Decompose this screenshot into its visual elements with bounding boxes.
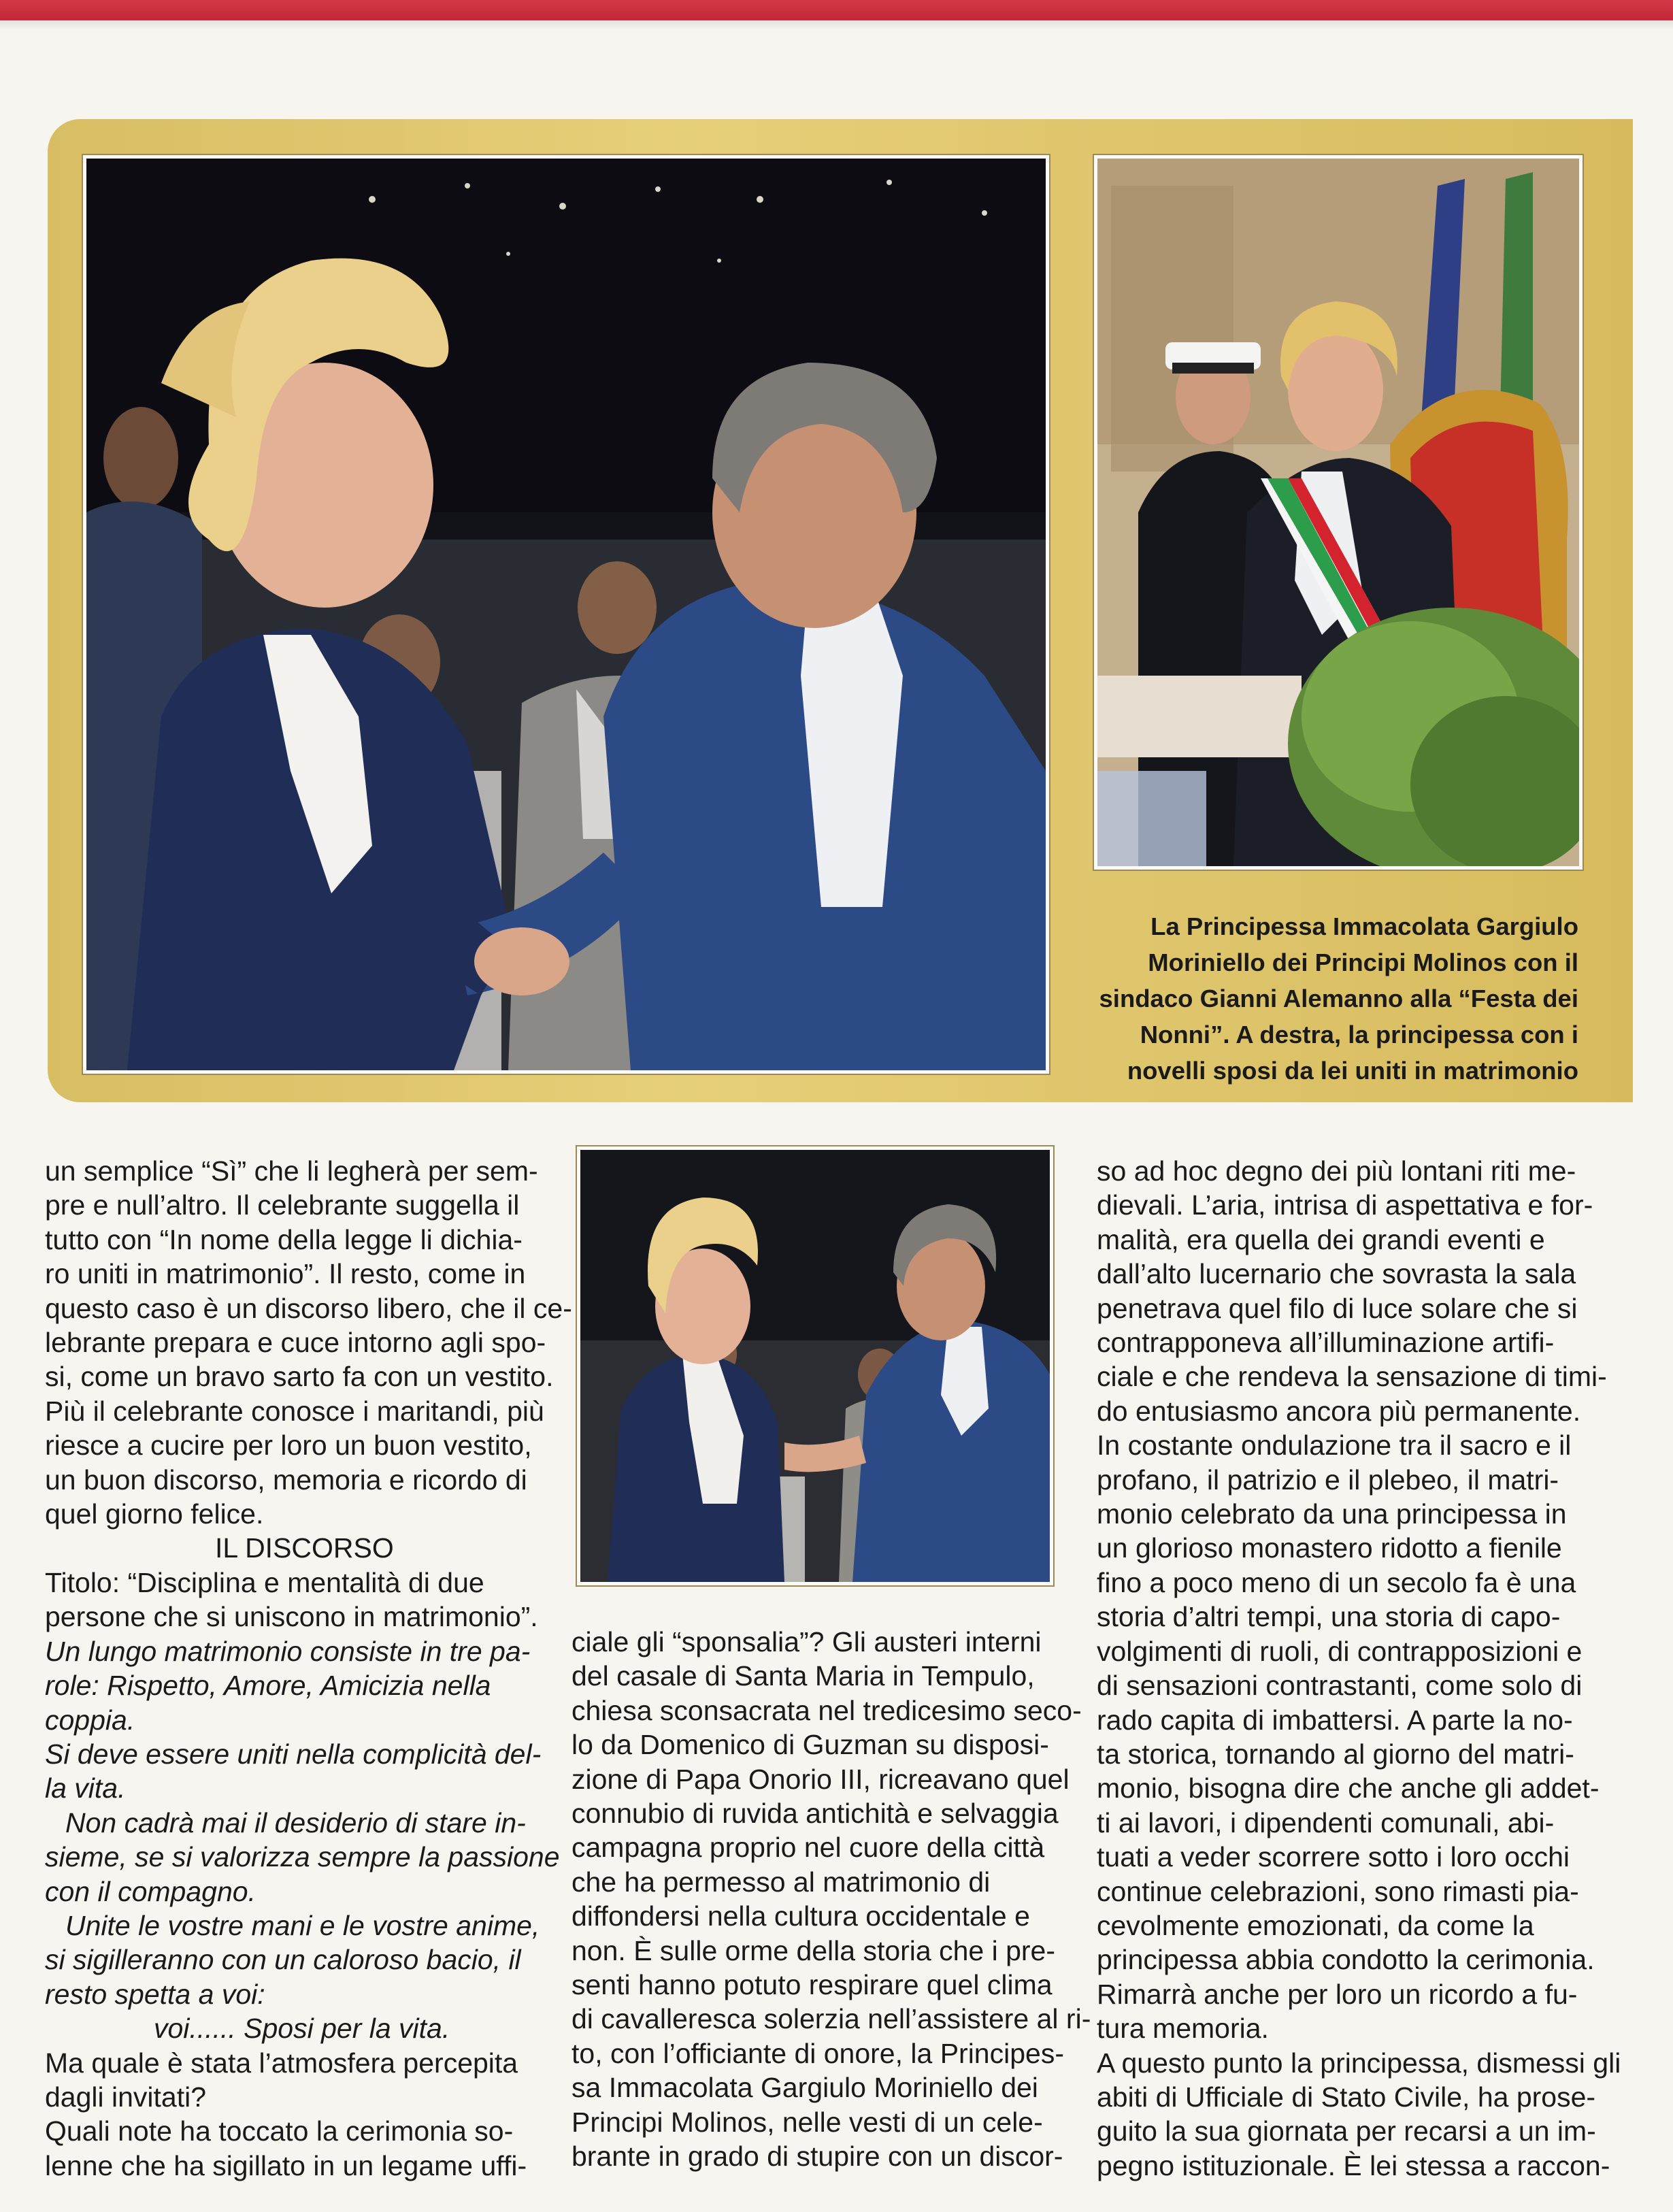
text-line: Più il celebrante conosce i maritandi, più bbox=[45, 1395, 544, 1427]
photo-princess-ceremony bbox=[1094, 155, 1583, 870]
text-line: rado capita di imbattersi. A parte la no- bbox=[1097, 1704, 1573, 1736]
text-line: do entusiasmo ancora più permanente. bbox=[1097, 1395, 1581, 1427]
text-line: ciale e che rendeva la sensazione di timi- bbox=[1097, 1361, 1607, 1393]
text-line: malità, era quella dei grandi eventi e bbox=[1097, 1223, 1545, 1255]
text-line: continue celebrazioni, sono rimasti pia- bbox=[1097, 1875, 1579, 1907]
text-line: dall’alto lucernario che sovrasta la sala bbox=[1097, 1258, 1576, 1290]
text-line: Quali note ha toccato la cerimonia so- bbox=[45, 2115, 514, 2147]
speech-line: resto spetta a voi: bbox=[45, 1978, 265, 2010]
caption-line: Nonni”. A destra, la principessa con i bbox=[1140, 1021, 1578, 1049]
text-line: abiti di Ufficiale di Stato Civile, ha prose- bbox=[1097, 2081, 1596, 2113]
text-line: riesce a cucire per loro un buon vestito, bbox=[45, 1430, 532, 1462]
speech-line: con il compagno. bbox=[45, 1875, 256, 1907]
speech-line: sieme, se si valorizza sempre la passione bbox=[45, 1841, 560, 1873]
text-line: dagli invitati? bbox=[45, 2081, 207, 2113]
caption-line: La Principessa Immacolata Gargiulo bbox=[1150, 912, 1578, 940]
magazine-top-strip bbox=[0, 0, 1673, 20]
text-line: lebrante prepara e cuce intorno agli spo- bbox=[45, 1327, 546, 1359]
text-line: ciale gli “sponsalia”? Gli austeri interni bbox=[572, 1626, 1042, 1657]
text-line: fino a poco meno di un secolo fa è una bbox=[1097, 1566, 1576, 1598]
text-line: In costante ondulazione tra il sacro e il bbox=[1097, 1430, 1572, 1462]
article-column-right bbox=[1097, 1154, 1621, 2183]
text-line: un semplice “Sì” che li legherà per sem- bbox=[45, 1155, 538, 1187]
speech-line: Un lungo matrimonio consiste in tre pa- bbox=[45, 1635, 531, 1667]
text-line: contrapponeva all’illuminazione artifi- bbox=[1097, 1327, 1555, 1359]
text-line: profano, il patrizio e il plebeo, il matri- bbox=[1097, 1464, 1559, 1496]
text-line: Principi Molinos, nelle vesti di un cele- bbox=[572, 2106, 1043, 2138]
text-line: che ha permesso al matrimonio di bbox=[572, 1866, 991, 1898]
text-line: Ma quale è stata l’atmosfera percepita bbox=[45, 2047, 518, 2079]
text-line: monio celebrato da una principessa in bbox=[1097, 1498, 1567, 1530]
text-line: dievali. L’aria, intrisa di aspettativa e for- bbox=[1097, 1189, 1593, 1221]
speech-line: la vita. bbox=[45, 1772, 126, 1804]
text-line: tutto con “In nome della legge li dichia- bbox=[45, 1223, 523, 1255]
text-line: si, come un bravo sarto fa con un vestito. bbox=[45, 1361, 554, 1393]
speech-line: Unite le vostre mani e le vostre anime, bbox=[65, 1909, 540, 1941]
text-line: volgimenti di ruoli, di contrapposizioni e bbox=[1097, 1635, 1583, 1667]
text-line: lenne che ha sigillato in un legame uffi- bbox=[45, 2149, 527, 2181]
article-column-left bbox=[45, 1154, 572, 2183]
photo-handshake bbox=[83, 155, 1049, 1074]
speech-line: coppia. bbox=[45, 1704, 135, 1736]
text-line: un buon discorso, memoria e ricordo di bbox=[45, 1464, 527, 1496]
text-line: cevolmente emozionati, da come la bbox=[1097, 1909, 1534, 1941]
page-edge-shadow bbox=[0, 20, 1673, 30]
text-line: Titolo: “Disciplina e mentalità di due bbox=[45, 1566, 484, 1598]
speech-line: Non cadrà mai il desiderio di stare in- bbox=[65, 1806, 526, 1838]
text-line: zione di Papa Onorio III, ricreavano quel bbox=[572, 1763, 1070, 1795]
speech-line: role: Rispetto, Amore, Amicizia nella bbox=[45, 1670, 491, 1702]
photo-greeting bbox=[577, 1146, 1053, 1585]
caption-line: Moriniello dei Principi Molinos con il bbox=[1148, 948, 1578, 976]
text-line: senti hanno potuto respirare quel clima bbox=[572, 1969, 1053, 2001]
speech-line: voi...... Sposi per la vita. bbox=[154, 2013, 450, 2045]
photo-handshake-image bbox=[86, 159, 1046, 1070]
text-line: campagna proprio nel cuore della città bbox=[572, 1832, 1045, 1864]
text-line: di sensazioni contrastanti, come solo di bbox=[1097, 1670, 1583, 1702]
text-line: to, con l’officiante di onore, la Principes- bbox=[572, 2037, 1064, 2069]
speech-line: si sigilleranno con un caloroso bacio, il bbox=[45, 1944, 521, 1976]
text-line: brante in grado di stupire con un discor- bbox=[572, 2141, 1063, 2173]
text-line: storia d’altri tempi, una storia di capo- bbox=[1097, 1601, 1561, 1633]
caption-line: sindaco Gianni Alemanno alla “Festa dei bbox=[1099, 985, 1578, 1012]
text-line: tura memoria. bbox=[1097, 2013, 1269, 2045]
text-line: persone che si uniscono in matrimonio”. bbox=[45, 1601, 538, 1633]
text-line: non. È sulle orme della storia che i pre- bbox=[572, 1934, 1056, 1966]
text-line: principessa abbia condotto la cerimonia. bbox=[1097, 1944, 1595, 1976]
text-line: lo da Domenico di Guzman su disposi- bbox=[572, 1729, 1049, 1761]
photo-greeting-image bbox=[580, 1150, 1050, 1582]
text-line: guito la sua giornata per recarsi a un im- bbox=[1097, 2115, 1596, 2147]
article-column-middle bbox=[572, 1625, 1091, 2174]
photo-caption bbox=[1061, 908, 1578, 1089]
text-line: quel giorno felice. bbox=[45, 1498, 264, 1530]
text-line: penetrava quel filo di luce solare che si bbox=[1097, 1292, 1578, 1324]
section-heading: IL DISCORSO bbox=[215, 1532, 394, 1564]
text-line: del casale di Santa Maria in Tempulo, bbox=[572, 1660, 1035, 1692]
text-line: tuati a veder scorrere sotto i loro occhi bbox=[1097, 1841, 1570, 1873]
text-line: diffondersi nella cultura occidentale e bbox=[572, 1900, 1030, 1932]
text-line: sa Immacolata Gargiulo Moriniello dei bbox=[572, 2072, 1038, 2104]
text-line: ro uniti in matrimonio”. Il resto, come in bbox=[45, 1258, 526, 1290]
text-line: ta storica, tornando al giorno del matri- bbox=[1097, 1738, 1574, 1770]
text-line: Rimarrà anche per loro un ricordo a fu- bbox=[1097, 1978, 1578, 2010]
text-line: connubio di ruvida antichità e selvaggia bbox=[572, 1798, 1059, 1830]
text-line: pre e null’altro. Il celebrante suggella il bbox=[45, 1189, 520, 1221]
text-line: A questo punto la principessa, dismessi gli bbox=[1097, 2047, 1621, 2079]
speech-line: Si deve essere uniti nella complicità del- bbox=[45, 1738, 542, 1770]
text-line: un glorioso monastero ridotto a fienile bbox=[1097, 1532, 1562, 1564]
text-line: questo caso è un discorso libero, che il ce- bbox=[45, 1292, 572, 1324]
text-line: so ad hoc degno dei più lontani riti me- bbox=[1097, 1155, 1576, 1187]
text-line: ti ai lavori, i dipendenti comunali, abi- bbox=[1097, 1806, 1555, 1838]
text-line: chiesa sconsacrata nel tredicesimo seco- bbox=[572, 1694, 1082, 1726]
text-line: di cavalleresca solerzia nell’assistere al ri- bbox=[572, 2003, 1091, 2035]
text-line: pegno istituzionale. È lei stessa a raccon- bbox=[1097, 2149, 1610, 2181]
photo-princess-ceremony-image bbox=[1097, 159, 1579, 866]
caption-line: novelli sposi da lei uniti in matrimonio bbox=[1127, 1057, 1578, 1085]
text-line: monio, bisogna dire che anche gli addet- bbox=[1097, 1772, 1600, 1804]
